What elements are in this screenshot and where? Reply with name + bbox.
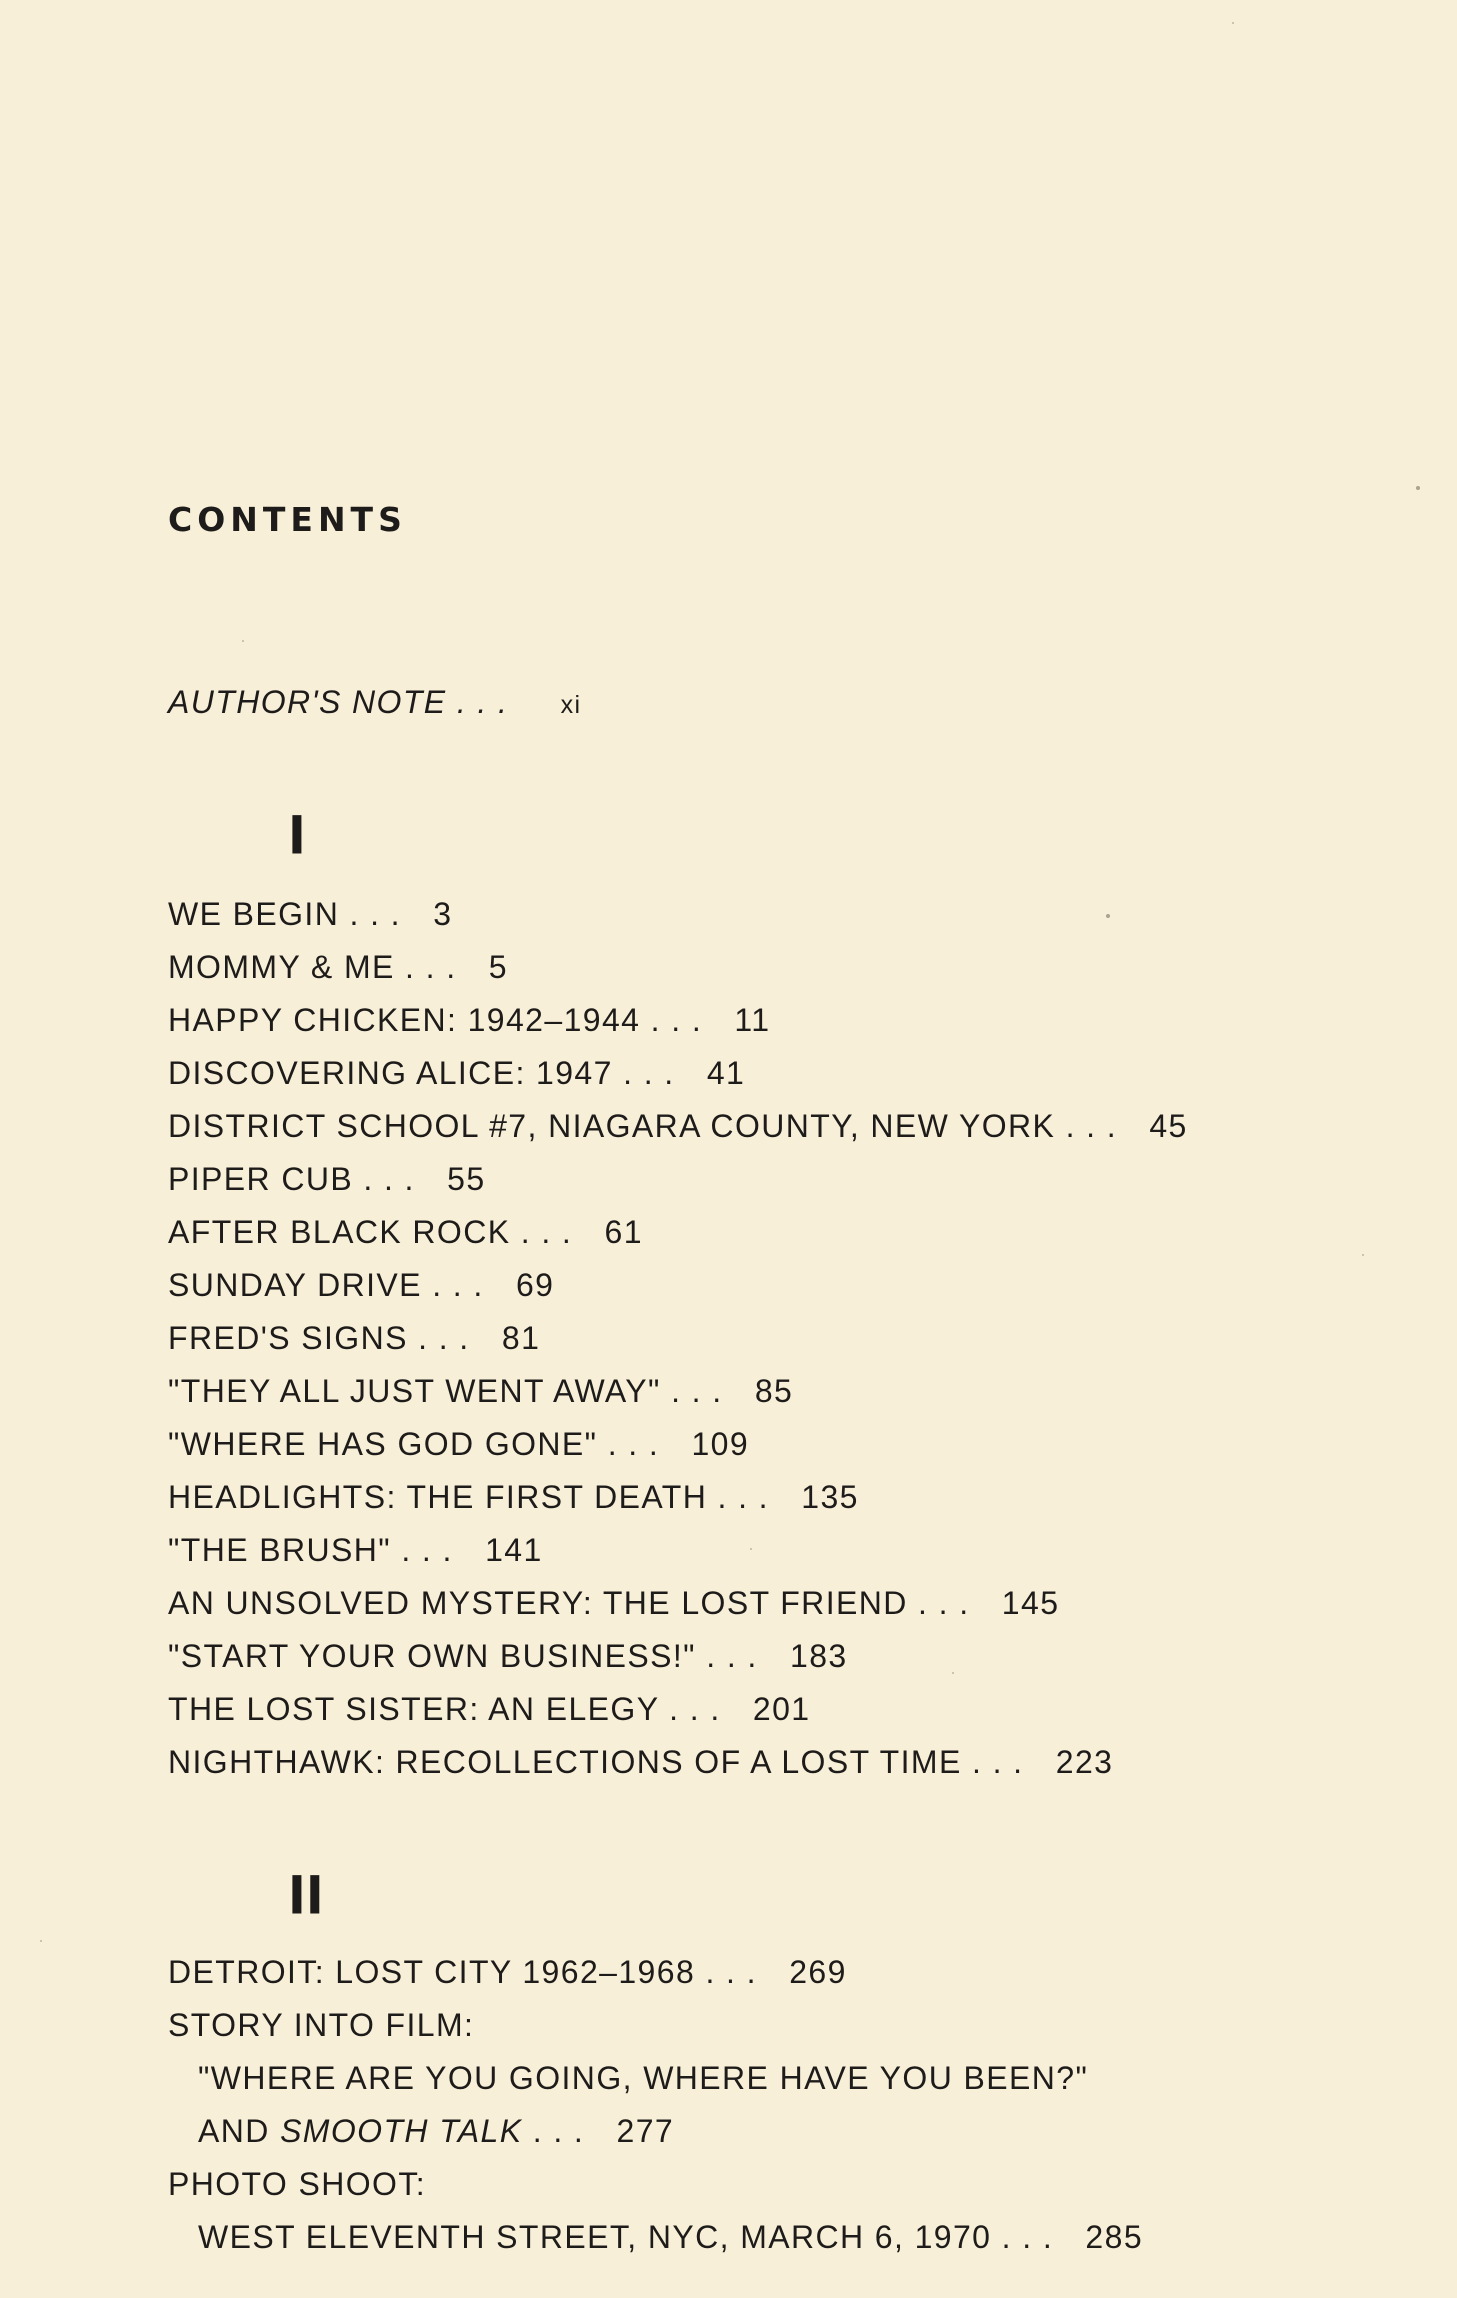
toc-entry[interactable] <box>168 1630 848 1682</box>
entry-leader: . . . <box>349 896 401 932</box>
paper-speck <box>1106 914 1110 918</box>
entry-leader: . . . <box>1065 1108 1118 1144</box>
entry-page-number: 3 <box>433 896 453 932</box>
entry-title: DISTRICT SCHOOL #7, NIAGARA COUNTY, NEW YORK <box>168 1108 1056 1144</box>
entry-page-number: 183 <box>790 1638 848 1674</box>
entry-leader: . . . <box>717 1479 769 1515</box>
entry-title: FRED'S SIGNS <box>168 1320 408 1356</box>
toc-entry[interactable] <box>168 1524 543 1576</box>
toc-entry[interactable] <box>168 1259 554 1311</box>
toc-entry[interactable] <box>168 1047 745 1099</box>
entry-page-number: 141 <box>485 1532 543 1568</box>
toc-entry[interactable] <box>168 1471 859 1523</box>
toc-entry[interactable] <box>168 1365 793 1417</box>
entry-title: WE BEGIN <box>168 896 340 932</box>
entry-title: MOMMY & ME <box>168 949 395 985</box>
entry-title: PIPER CUB <box>168 1161 354 1197</box>
toc-entry[interactable] <box>168 1683 811 1735</box>
paper-speck <box>750 1548 752 1550</box>
entry-leader: . . . <box>623 1055 675 1091</box>
toc-entry-continuation <box>198 2105 674 2157</box>
entry-leader: . . . <box>972 1744 1024 1780</box>
entry-leader: . . . <box>418 1320 470 1356</box>
toc-entry[interactable] <box>168 1946 847 1998</box>
entry-title: HAPPY CHICKEN: 1942–1944 <box>168 1002 641 1038</box>
toc-entry[interactable] <box>168 941 508 993</box>
toc-entry[interactable] <box>168 1312 540 1364</box>
entry-leader: . . . <box>405 949 457 985</box>
entry-leader: . . . <box>456 684 509 720</box>
entry-title: PHOTO SHOOT: <box>168 2166 427 2202</box>
part-two-numeral: II <box>288 1865 324 1927</box>
entry-page-number: 109 <box>691 1426 750 1462</box>
entry-page-number: 201 <box>752 1691 811 1727</box>
entry-title: AN UNSOLVED MYSTERY: THE LOST FRIEND <box>168 1585 908 1621</box>
toc-entry[interactable] <box>168 1153 486 1205</box>
entry-title: "START YOUR OWN BUSINESS!" <box>168 1638 696 1674</box>
entry-page-number: 135 <box>801 1479 859 1515</box>
paper-speck <box>952 1672 954 1674</box>
entry-title: DETROIT: LOST CITY 1962–1968 <box>168 1954 696 1990</box>
toc-entry[interactable] <box>168 1100 1188 1152</box>
toc-entry-continuation <box>198 2211 1143 2263</box>
entry-page-number: 81 <box>501 1320 541 1356</box>
paper-speck <box>40 1940 42 1942</box>
entry-title: "THEY ALL JUST WENT AWAY" <box>168 1373 661 1409</box>
entry-title: THE LOST SISTER: AN ELEGY <box>168 1691 659 1727</box>
entry-page-number: 41 <box>706 1055 746 1091</box>
entry-page-number: 5 <box>488 949 508 985</box>
entry-page-number: 223 <box>1055 1744 1114 1780</box>
toc-entry-story-into-film[interactable] <box>168 1999 474 2051</box>
entry-leader: . . . <box>669 1691 721 1727</box>
toc-entry-continuation <box>198 2052 1088 2104</box>
entry-page-number: 285 <box>1085 2219 1144 2255</box>
entry-leader: . . . <box>607 1426 660 1462</box>
paper-speck <box>242 640 244 642</box>
entry-subtitle: WEST ELEVENTH STREET, NYC, MARCH 6, 1970 <box>198 2219 992 2255</box>
toc-entry[interactable] <box>168 1736 1113 1788</box>
entry-leader: . . . <box>1001 2219 1054 2255</box>
entry-leader: . . . <box>671 1373 723 1409</box>
entry-title: DISCOVERING ALICE: 1947 <box>168 1055 613 1091</box>
entry-subtitle-italic: SMOOTH TALK <box>280 2113 523 2149</box>
paper-speck <box>1362 1254 1364 1256</box>
entry-title: NIGHTHAWK: RECOLLECTIONS OF A LOST TIME <box>168 1744 962 1780</box>
entry-title: HEADLIGHTS: THE FIRST DEATH <box>168 1479 708 1515</box>
entry-title: AFTER BLACK ROCK <box>168 1214 511 1250</box>
toc-entry[interactable] <box>168 1577 1059 1629</box>
toc-entry-authors-note[interactable] <box>168 676 581 731</box>
entry-leader: . . . <box>363 1161 415 1197</box>
toc-entry-photo-shoot[interactable] <box>168 2158 426 2210</box>
entry-subtitle: "WHERE ARE YOU GOING, WHERE HAVE YOU BEEN?" <box>198 2060 1089 2096</box>
entry-leader: . . . <box>650 1002 703 1038</box>
entry-page-number: 55 <box>447 1161 486 1197</box>
entry-page-number: 61 <box>604 1214 643 1250</box>
entry-page-number: 85 <box>754 1373 794 1409</box>
entry-page-number: 69 <box>515 1267 555 1303</box>
part-one-numeral: I <box>288 805 306 867</box>
paper-speck <box>1416 486 1420 490</box>
entry-title: "THE BRUSH" <box>168 1532 392 1568</box>
paper-speck <box>1232 22 1234 24</box>
entry-leader: . . . <box>705 1954 757 1990</box>
toc-entry[interactable] <box>168 888 452 940</box>
entry-page-number: 277 <box>616 2113 675 2149</box>
entry-leader: . . . <box>520 1214 573 1250</box>
entry-subtitle-prefix: AND <box>198 2113 270 2149</box>
toc-entry[interactable] <box>168 1418 749 1470</box>
contents-heading: CONTENTS <box>168 500 407 539</box>
entry-leader: . . . <box>918 1585 970 1621</box>
entry-leader: . . . <box>432 1267 484 1303</box>
entry-title: STORY INTO FILM: <box>168 2007 475 2043</box>
entry-leader: . . . <box>532 2113 585 2149</box>
entry-page-number: xi <box>560 691 582 719</box>
toc-entry[interactable] <box>168 994 770 1046</box>
entry-page-number: 45 <box>1149 1108 1188 1144</box>
entry-leader: . . . <box>401 1532 453 1568</box>
entry-title: SUNDAY DRIVE <box>168 1267 422 1303</box>
entry-leader: . . . <box>706 1638 758 1674</box>
entry-page-number: 11 <box>734 1002 771 1038</box>
entry-page-number: 269 <box>789 1954 847 1990</box>
entry-page-number: 145 <box>1001 1585 1060 1621</box>
entry-title: "WHERE HAS GOD GONE" <box>168 1426 598 1462</box>
entry-title: AUTHOR'S NOTE <box>168 684 447 720</box>
toc-entry[interactable] <box>168 1206 643 1258</box>
